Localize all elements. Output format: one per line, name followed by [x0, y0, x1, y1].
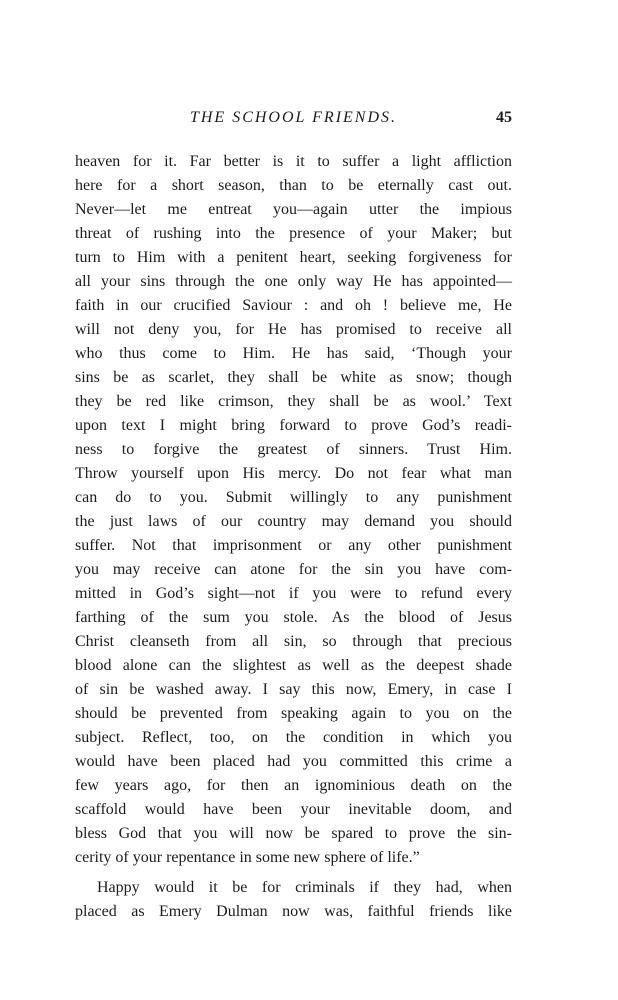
text-line: bless God that you will now be spared to prove the sin-: [75, 825, 512, 842]
paragraph-2: [75, 876, 512, 924]
text-line: heaven for it. Far better is it to suffer a light affliction: [75, 153, 512, 170]
text-line: will not deny you, for He has promised to receive all: [75, 321, 512, 338]
text-line: blood alone can the slightest as well as the deepest shade: [75, 657, 512, 674]
text-line: faith in our crucified Saviour : and oh ! believe me, He: [75, 297, 512, 314]
text-line: suffer. Not that imprisonment or any other punishment: [75, 537, 512, 554]
text-line: Throw yourself upon His mercy. Do not fear what man: [75, 465, 512, 482]
page-number: 45: [496, 109, 512, 126]
text-line: ness to forgive the greatest of sinners. Trust Him.: [75, 441, 512, 458]
text-line: scaffold would have been your inevitable doom, and: [75, 801, 512, 818]
running-title: THE SCHOOL FRIENDS.: [189, 109, 398, 126]
text-line: cerity of your repentance in some new sphere of life.”: [75, 849, 420, 866]
text-line: Never—let me entreat you—again utter the impious: [75, 201, 512, 218]
text-line: who thus come to Him. He has said, ‘Though your: [75, 345, 512, 362]
text-line: Happy would it be for criminals if they had, when: [97, 879, 512, 896]
text-line: of sin be washed away. I say this now, Emery, in case I: [75, 681, 512, 698]
text-line: farthing of the sum you stole. As the blood of Jesus: [75, 609, 512, 626]
text-line: all your sins through the one only way He has appointed—: [75, 273, 512, 290]
paragraph-1: [75, 150, 512, 870]
running-head: [75, 106, 512, 130]
text-line: turn to Him with a penitent heart, seeking forgiveness for: [75, 249, 512, 266]
text-line: you may receive can atone for the sin you have com-: [75, 561, 512, 578]
text-line: threat of rushing into the presence of your Maker; but: [75, 225, 512, 242]
text-line: sins be as scarlet, they shall be white as snow; though: [75, 369, 512, 386]
text-line: mitted in God’s sight—not if you were to refund every: [75, 585, 512, 602]
text-line: Christ cleanseth from all sin, so through that precious: [75, 633, 512, 650]
body-text: [75, 150, 512, 924]
text-line: placed as Emery Dulman now was, faithful friends like: [75, 903, 512, 920]
text-line: should be prevented from speaking again to you on the: [75, 705, 512, 722]
text-line: would have been placed had you committed this crime a: [75, 753, 512, 770]
text-line: they be red like crimson, they shall be as wool.’ Text: [75, 393, 512, 410]
text-line: few years ago, for then an ignominious death on the: [75, 777, 512, 794]
text-line: the just laws of our country may demand you should: [75, 513, 512, 530]
text-line: can do to you. Submit willingly to any punishment: [75, 489, 512, 506]
text-line: subject. Reflect, too, on the condition in which you: [75, 729, 512, 746]
text-line: here for a short season, than to be eternally cast out.: [75, 177, 512, 194]
text-line: upon text I might bring forward to prove God’s readi-: [75, 417, 512, 434]
